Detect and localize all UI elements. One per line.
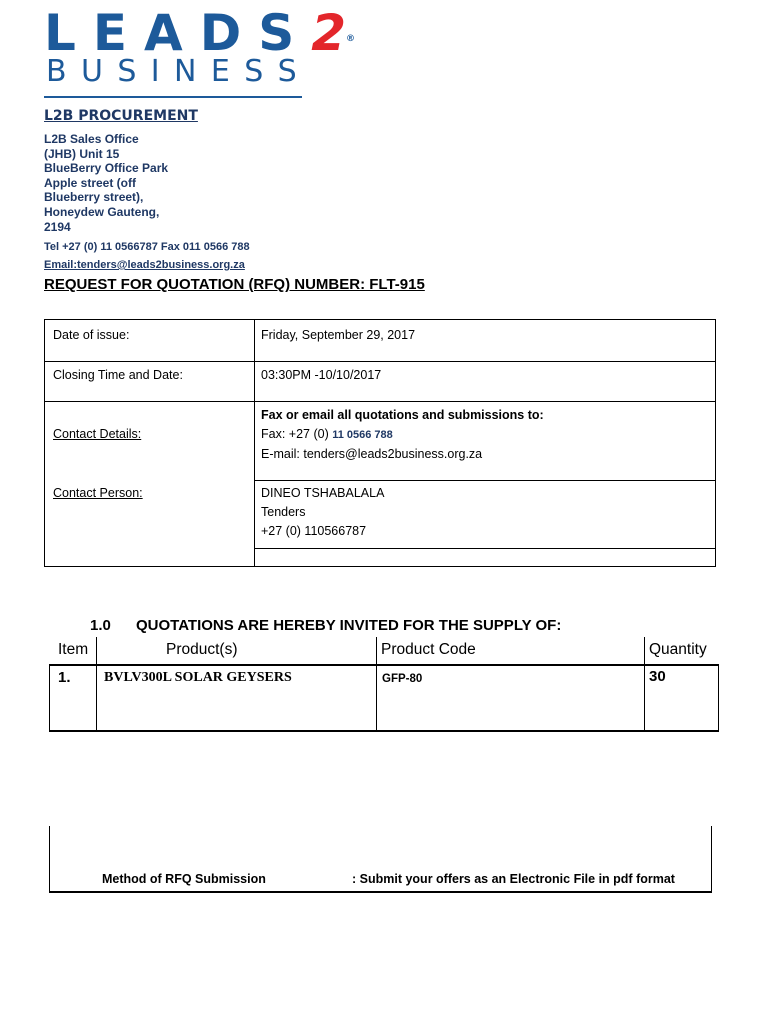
table-line <box>96 637 97 731</box>
table-line <box>49 664 719 666</box>
person-name: DINEO TSHABALALA <box>261 486 385 500</box>
table-divider <box>254 480 715 481</box>
logo-underline <box>44 96 302 98</box>
row-product-name: BVLV300L SOLAR GEYSERS <box>104 670 292 685</box>
table-line <box>718 664 719 731</box>
address-line: 2194 <box>44 219 71 234</box>
submission-method-value: : Submit your offers as an Electronic File in pdf format <box>352 872 675 886</box>
contact-fax <box>261 425 544 445</box>
row-item-number: 1. <box>58 669 71 686</box>
submission-method-label: Method of RFQ Submission <box>102 872 266 886</box>
table-line <box>644 637 645 731</box>
logo-business: BUSINESS <box>46 54 312 89</box>
closing-time-value: 03:30PM -10/10/2017 <box>261 368 382 382</box>
table-divider <box>254 320 255 566</box>
table-line <box>49 664 50 731</box>
table-line <box>49 730 719 732</box>
contact-person-value <box>261 484 384 541</box>
address-line: (JHB) Unit 15 <box>44 146 120 161</box>
address-line: Honeydew Gauteng, <box>44 204 160 219</box>
table-divider <box>45 361 715 362</box>
row-product-code: GFP-80 <box>382 673 423 685</box>
address-line: L2B Sales Office <box>44 132 139 146</box>
address-line: Blueberry street), <box>44 190 144 205</box>
rfq-title: REQUEST FOR QUOTATION (RFQ) NUMBER: FLT-915 <box>44 276 425 293</box>
logo-word-leads: LEADS <box>44 4 312 62</box>
fax-prefix: Fax: +27 (0) <box>261 427 333 441</box>
contact-person-label: Contact Person: <box>53 486 143 500</box>
office-address <box>44 132 214 234</box>
person-dept: Tenders <box>261 505 306 519</box>
fax-number: 11 0566 788 <box>332 429 393 441</box>
rfq-info-table <box>44 319 716 567</box>
email-link[interactable]: Email:tenders@leads2business.org.za <box>44 259 245 271</box>
table-line <box>376 637 377 731</box>
section-title: QUOTATIONS ARE HEREBY INVITED FOR THE SUPPLY OF: <box>136 617 562 634</box>
tel-fax-line: Tel +27 (0) 11 0566787 Fax 011 0566 788 <box>44 241 250 253</box>
person-phone: +27 (0) 110566787 <box>261 524 367 538</box>
col-header-item: Item <box>58 641 89 658</box>
section-number: 1.0 <box>90 617 111 634</box>
date-of-issue-value: Friday, September 29, 2017 <box>261 328 416 342</box>
contact-email: E-mail: tenders@leads2business.org.za <box>261 447 483 461</box>
col-header-quantity: Quantity <box>649 641 707 658</box>
address-line: BlueBerry Office Park <box>44 161 169 176</box>
closing-time-label: Closing Time and Date: <box>53 368 183 382</box>
submission-border <box>49 891 712 893</box>
table-divider <box>45 401 715 402</box>
date-of-issue-label: Date of issue: <box>53 328 130 342</box>
procurement-title: L2B PROCUREMENT <box>44 108 198 124</box>
address-line: Apple street (off <box>44 175 137 190</box>
contact-details-label: Contact Details: <box>53 427 142 441</box>
col-header-code: Product Code <box>381 641 476 658</box>
row-quantity: 30 <box>649 668 666 685</box>
registered-mark: ® <box>346 34 356 44</box>
col-header-product: Product(s) <box>166 641 238 658</box>
submission-border <box>49 826 50 892</box>
logo-numeral-2: 2 <box>311 4 347 62</box>
submission-border <box>711 826 712 892</box>
table-divider <box>254 548 715 549</box>
contact-heading: Fax or email all quotations and submissions to: <box>261 408 544 422</box>
contact-details-value <box>261 406 544 464</box>
